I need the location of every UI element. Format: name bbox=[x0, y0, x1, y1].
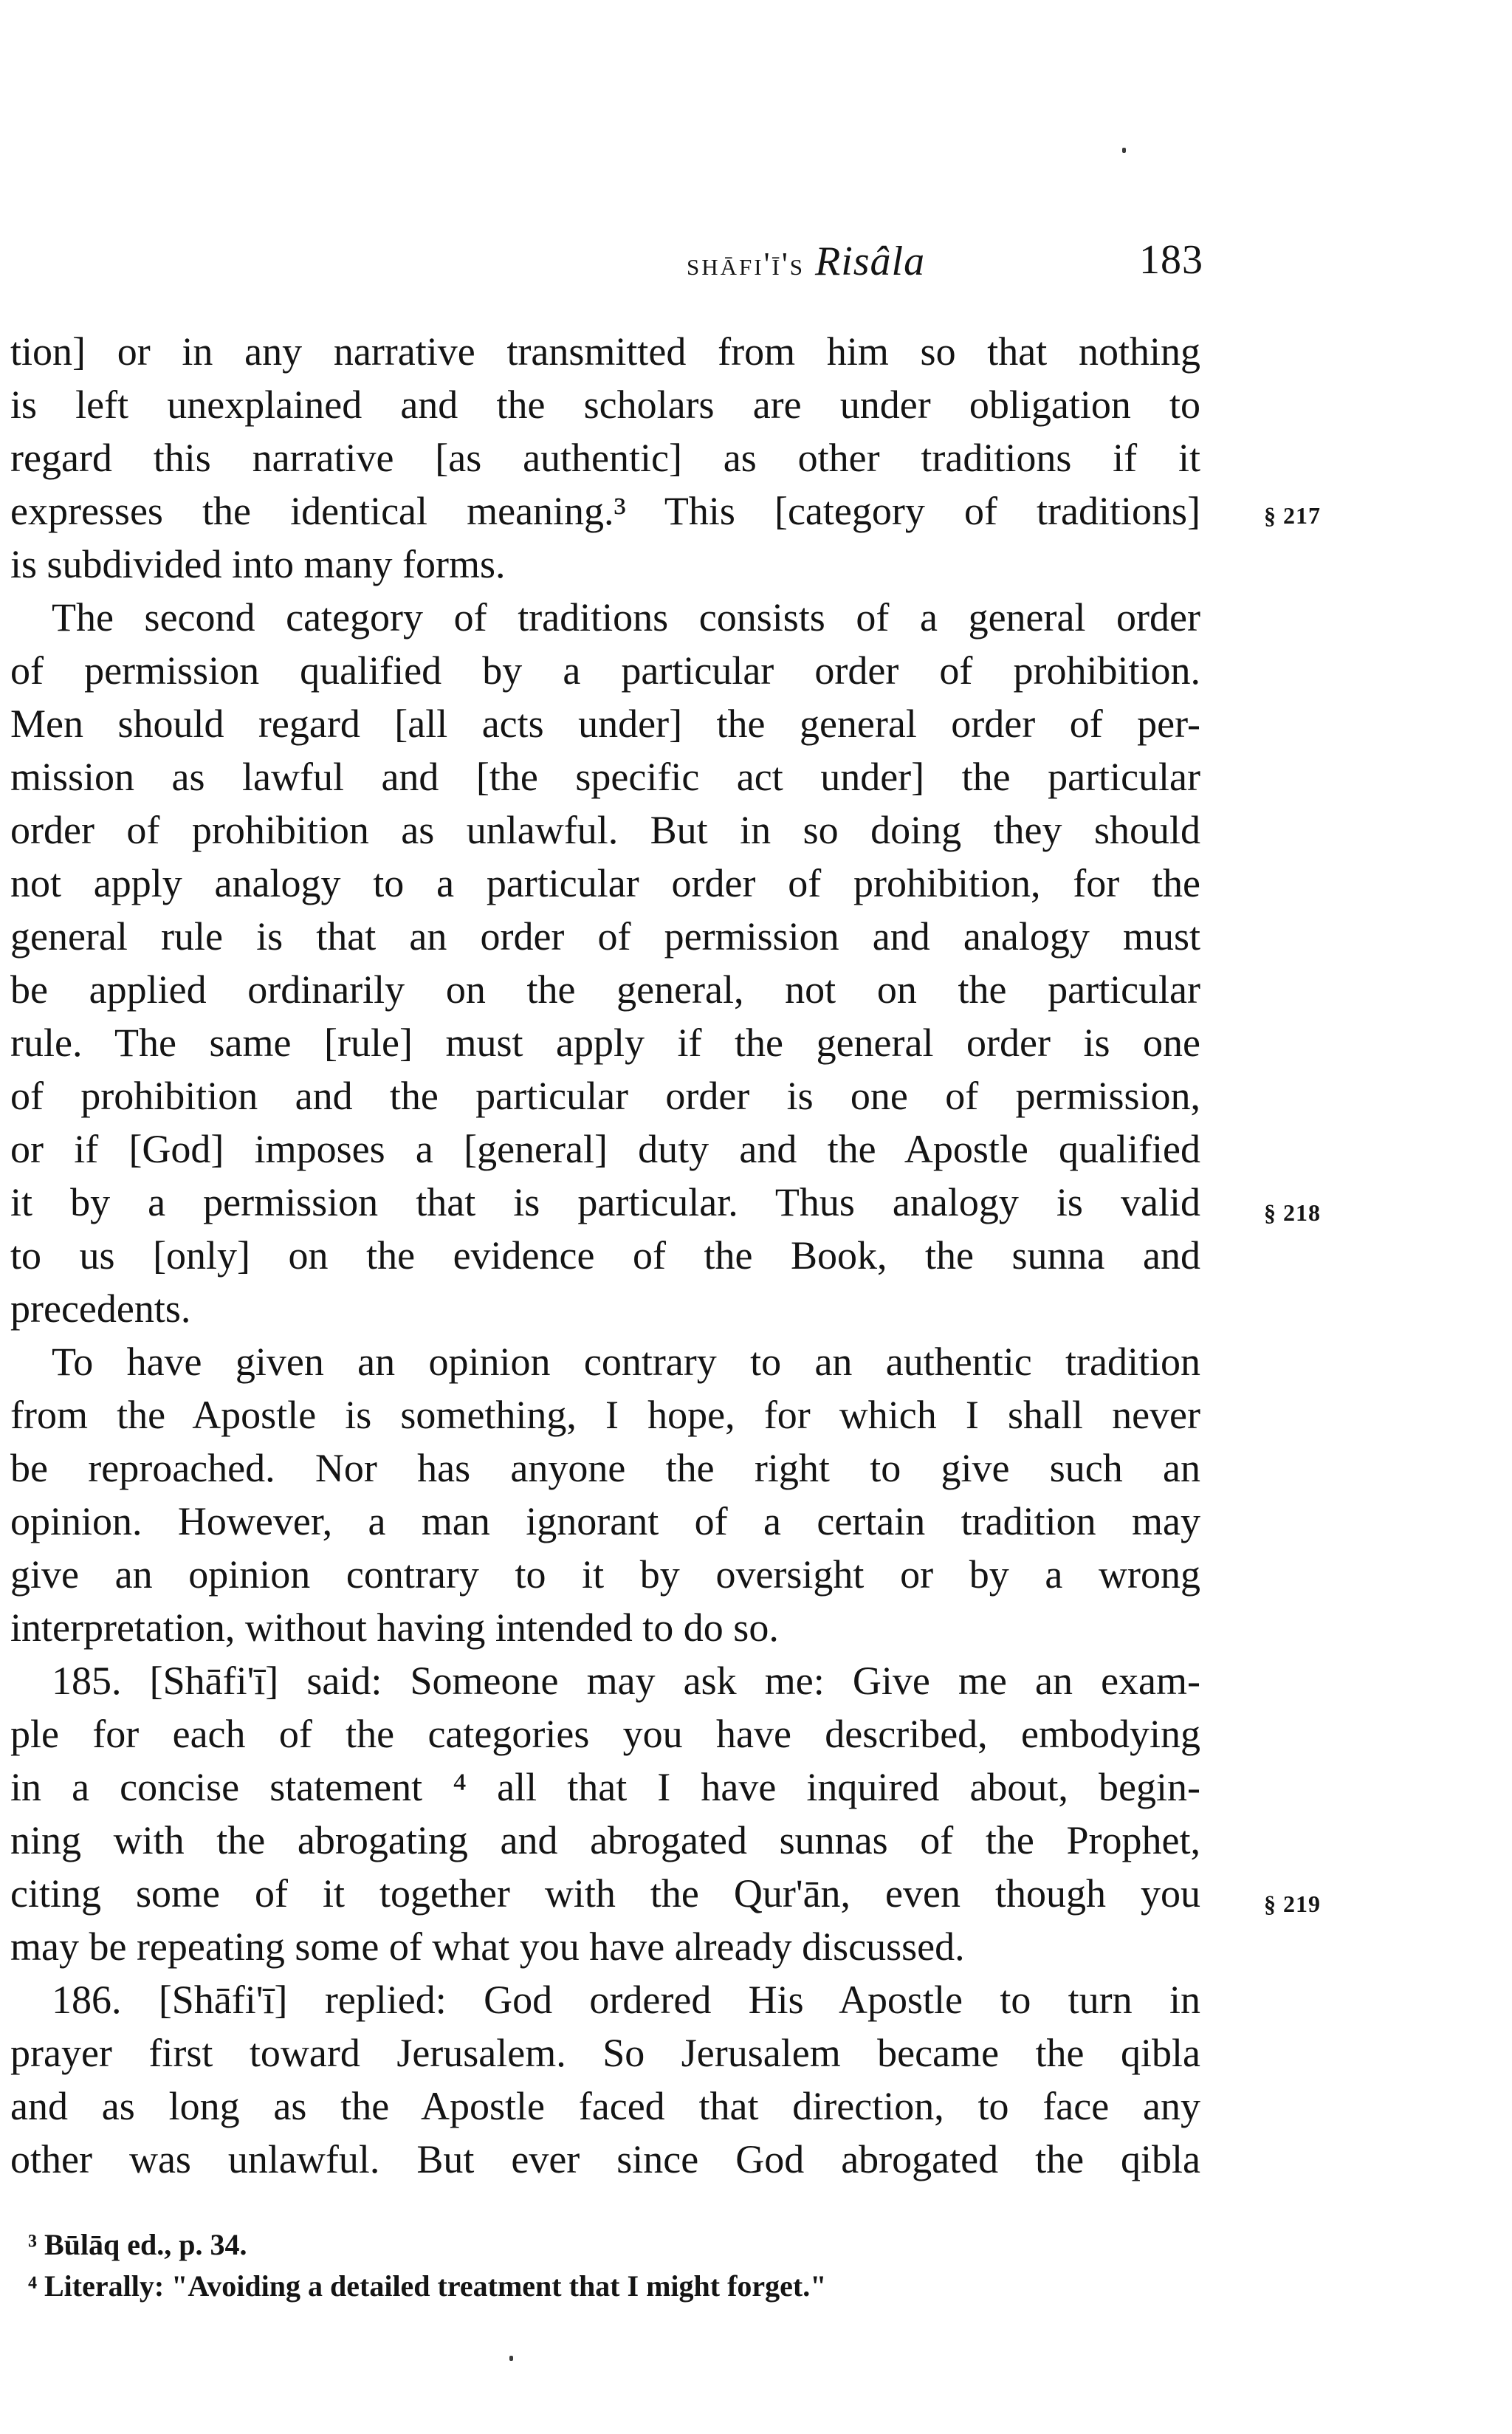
text-line: opinion. However, a man ignorant of a certain tradition may bbox=[10, 1499, 1200, 1543]
text-line: in a concise statement ⁴ all that I have inquired about, begin- bbox=[10, 1765, 1200, 1809]
footnote: ³ Būlāq ed., p. 34. bbox=[28, 2228, 247, 2261]
text-line: be reproached. Nor has anyone the right to give such an bbox=[10, 1446, 1200, 1490]
text-line: of prohibition and the particular order is one of permission, bbox=[10, 1074, 1200, 1118]
text-line: is left unexplained and the scholars are under obligation to bbox=[10, 383, 1200, 427]
text-line: to us [only] on the evidence of the Book, the sunna and bbox=[10, 1233, 1200, 1278]
text-line: interpretation, without having intended to do so. bbox=[10, 1605, 779, 1650]
text-line: To have given an opinion contrary to an authentic tradition bbox=[52, 1340, 1200, 1384]
text-line: ning with the abrogating and abrogated sunnas of the Prophet, bbox=[10, 1818, 1200, 1862]
text-line: of permission qualified by a particular order of prohibition. bbox=[10, 648, 1200, 693]
text-line: ple for each of the categories you have described, embodying bbox=[10, 1712, 1200, 1756]
text-line: general rule is that an order of permission and analogy must bbox=[10, 914, 1200, 959]
text-line: mission as lawful and [the specific act under] the particular bbox=[10, 755, 1200, 799]
margin-section-ref: § 217 bbox=[1264, 502, 1321, 529]
running-title bbox=[687, 238, 925, 285]
text-line: not apply analogy to a particular order of prohibition, for the bbox=[10, 861, 1200, 905]
text-line: from the Apostle is something, I hope, for which I shall never bbox=[10, 1393, 1200, 1437]
text-line: and as long as the Apostle faced that direction, to face any bbox=[10, 2084, 1200, 2128]
margin-section-ref: § 219 bbox=[1264, 1890, 1321, 1917]
text-line: regard this narrative [as authentic] as other traditions if it bbox=[10, 436, 1200, 480]
text-line: precedents. bbox=[10, 1286, 191, 1331]
scan-speck bbox=[1122, 148, 1126, 153]
body-text bbox=[10, 325, 1200, 2186]
text-line: citing some of it together with the Qur'ān, even though you bbox=[10, 1871, 1200, 1916]
scan-speck bbox=[509, 2356, 513, 2361]
text-line: other was unlawful. But ever since God abrogated the qibla bbox=[10, 2137, 1200, 2181]
text-line: expresses the identical meaning.³ This [category of traditions] bbox=[10, 489, 1200, 533]
text-line: Men should regard [all acts under] the general order of per- bbox=[10, 702, 1200, 746]
text-line: 186. [Shāfi'ī] replied: God ordered His Apostle to turn in bbox=[52, 1978, 1200, 2022]
text-line: prayer first toward Jerusalem. So Jerusalem became the qibla bbox=[10, 2031, 1200, 2075]
text-line: 185. [Shāfi'ī] said: Someone may ask me: Give me an exam- bbox=[52, 1659, 1200, 1703]
running-title-author: shāfi'ī's bbox=[687, 246, 805, 282]
text-line: may be repeating some of what you have already discussed. bbox=[10, 1924, 965, 1969]
text-line: it by a permission that is particular. Thus analogy is valid bbox=[10, 1180, 1200, 1224]
footnotes bbox=[28, 2224, 1135, 2307]
footnote: ⁴ Literally: "Avoiding a detailed treatment that I might forget." bbox=[28, 2269, 827, 2303]
text-line: give an opinion contrary to it by oversight or by a wrong bbox=[10, 1552, 1200, 1597]
text-line: is subdivided into many forms. bbox=[10, 542, 506, 586]
text-line: The second category of traditions consists of a general order bbox=[52, 595, 1200, 640]
text-line: rule. The same [rule] must apply if the general order is one bbox=[10, 1021, 1200, 1065]
text-line: or if [God] imposes a [general] duty and the Apostle qualified bbox=[10, 1127, 1200, 1171]
margin-section-ref: § 218 bbox=[1264, 1199, 1321, 1226]
page-number: 183 bbox=[1139, 237, 1203, 283]
text-line: be applied ordinarily on the general, not on the particular bbox=[10, 967, 1200, 1012]
running-title-work: Risâla bbox=[815, 239, 926, 284]
text-line: tion] or in any narrative transmitted from him so that nothing bbox=[10, 329, 1200, 374]
text-line: order of prohibition as unlawful. But in so doing they should bbox=[10, 808, 1200, 852]
running-header bbox=[687, 222, 1203, 288]
